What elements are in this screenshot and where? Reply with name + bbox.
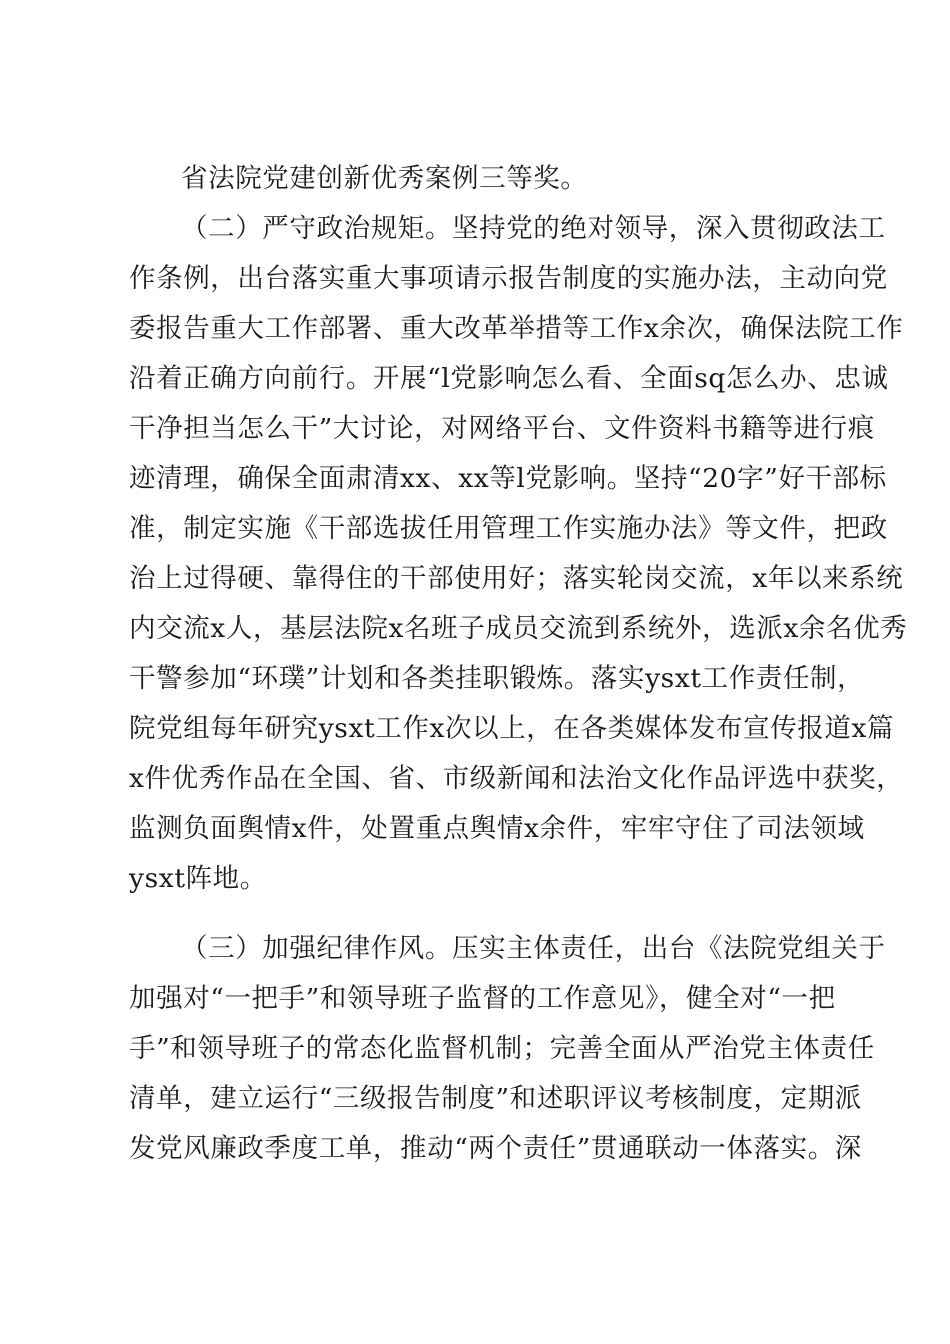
text-line: ysxt阵地。 xyxy=(129,863,267,894)
text-line: 干警参加“环璞”计划和各类挂职锻炼。落实ysxt工作责任制， xyxy=(129,663,865,694)
text-line: 加强对“一把手”和领导班子监督的工作意见》，健全对“一把 xyxy=(129,983,836,1014)
text-line: 清单，建立运行“三级报告制度”和述职评议考核制度，定期派 xyxy=(129,1083,862,1114)
text-line: 院党组每年研究ysxt工作x次以上，在各类媒体发布宣传报道x篇 xyxy=(129,713,895,744)
text-line: 干净担当怎么干”大讨论，对网络平台、文件资料书籍等进行痕 xyxy=(129,413,875,444)
text-line: 作条例，出台落实重大事项请示报告制度的实施办法，主动向党 xyxy=(129,263,888,294)
text-line: （三）加强纪律作风。压实主体责任，出台《法院党组关于 xyxy=(181,933,886,964)
text-line: （二）严守政治规矩。坚持党的绝对领导，深入贯彻政法工 xyxy=(181,213,886,244)
text-line: x件优秀作品在全国、省、市级新闻和法治文化作品评选中获奖， xyxy=(129,763,904,794)
text-line: 内交流x人，基层法院x名班子成员交流到系统外，选派x余名优秀 xyxy=(129,613,908,644)
text-line: 治上过得硬、靠得住的干部使用好；落实轮岗交流，x年以来系统 xyxy=(129,563,904,594)
text-line: 沿着正确方向前行。开展“l党影响怎么看、全面sq怎么办、忠诚 xyxy=(129,363,889,394)
text-line: 监测负面舆情x件，处置重点舆情x余件，牢牢守住了司法领域 xyxy=(129,813,865,844)
text-line: 迹清理，确保全面肃清xx、xx等l党影响。坚持“20字”好干部标 xyxy=(129,463,887,494)
text-line: 发党风廉政季度工单，推动“两个责任”贯通联动一体落实。深 xyxy=(129,1133,862,1164)
text-line: 准，制定实施《干部选拔任用管理工作实施办法》等文件，把政 xyxy=(129,513,888,544)
text-line: 省法院党建创新优秀案例三等奖。 xyxy=(181,163,588,194)
text-line: 手”和领导班子的常态化监督机制；完善全面从严治党主体责任 xyxy=(129,1033,875,1064)
text-line: 委报告重大工作部署、重大改革举措等工作x余次，确保法院工作 xyxy=(129,313,904,344)
